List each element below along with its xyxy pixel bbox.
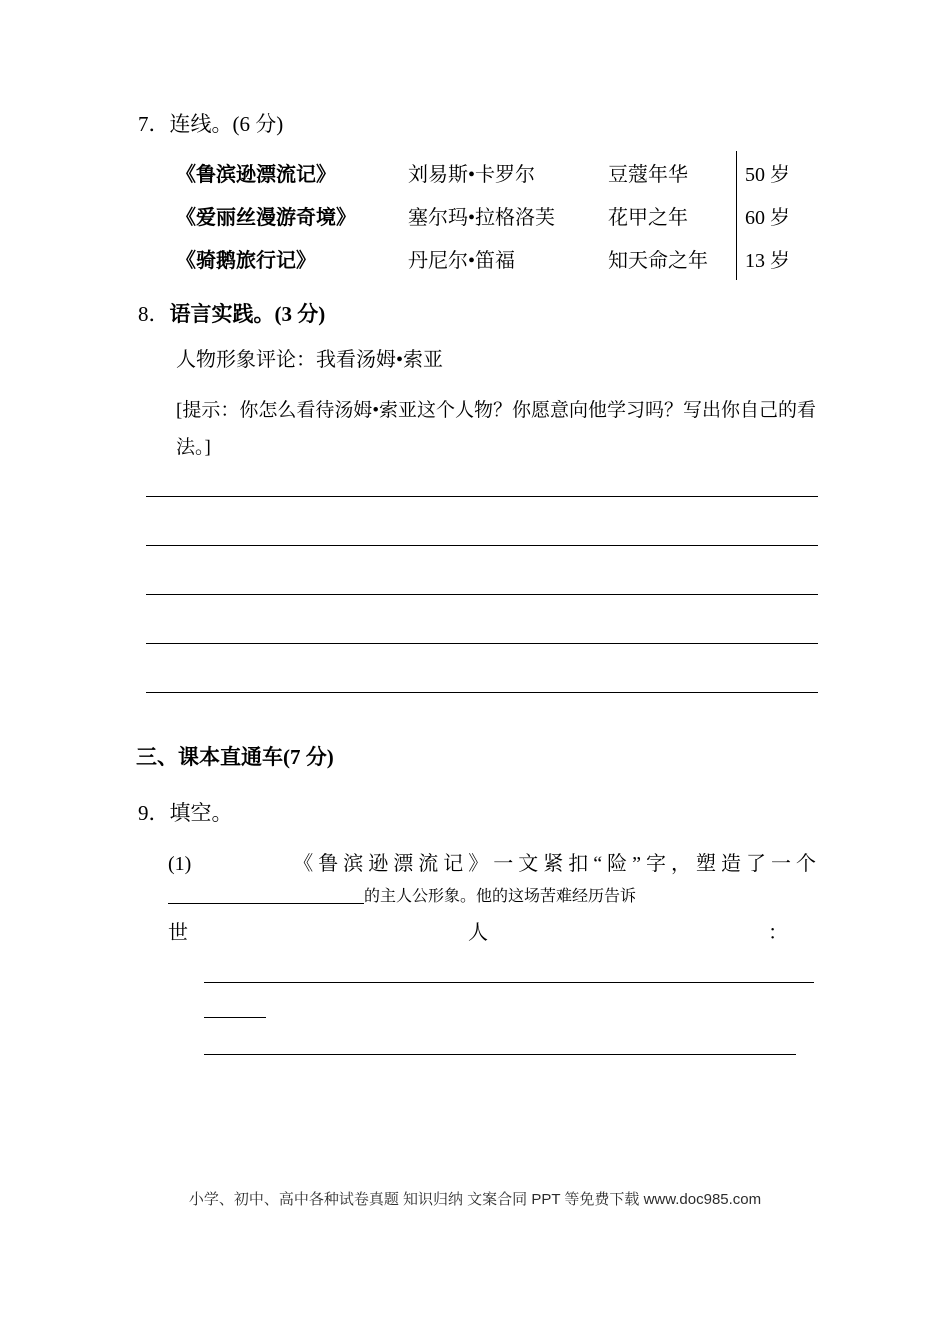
table-row — [176, 151, 815, 194]
author-name: 塞尔玛•拉格洛芙 — [408, 206, 556, 229]
sub1-line3-b: 人 — [468, 922, 488, 945]
answer-line[interactable] — [146, 692, 818, 693]
question-7-number: 7． — [138, 112, 170, 136]
question-8 — [138, 298, 818, 694]
book-title: 《骑鹅旅行记》 — [176, 249, 316, 272]
question-9-heading — [138, 797, 818, 830]
answer-line[interactable] — [204, 982, 814, 983]
sub1-line3 — [168, 912, 788, 954]
section-heading-3: 三、课本直通车(7 分) — [136, 745, 334, 770]
question-9-title: 填空。 — [169, 801, 233, 826]
answer-line[interactable] — [146, 594, 818, 595]
sub1-line2-text: 的主人公形象。他的这场苦难经历告诉 — [364, 887, 637, 905]
question-9-sub1 — [168, 846, 816, 882]
book-title: 《鲁滨逊漂流记》 — [176, 163, 336, 186]
author-name: 刘易斯•卡罗尔 — [408, 163, 536, 186]
question-8-title: 语言实践。(3 分) — [169, 301, 326, 326]
table-row — [176, 237, 815, 280]
question-8-hint: [提示：你怎么看待汤姆•索亚这个人物？你愿意向他学习吗？写出你自己的看法。] — [176, 400, 816, 459]
answer-line[interactable] — [146, 643, 818, 644]
age-term: 花甲之年 — [608, 206, 688, 229]
sub1-prefix: (1) — [168, 852, 192, 875]
age-value: 13 岁 — [737, 237, 816, 280]
sub1-line3-a: 世 — [168, 922, 188, 945]
question-7-heading — [138, 108, 818, 141]
question-7-title: 连线。(6 分) — [169, 112, 284, 136]
matching-table — [176, 151, 815, 280]
question-8-heading — [138, 298, 818, 331]
age-value: 50 岁 — [737, 151, 816, 194]
sub1-line3-c: ： — [768, 922, 788, 945]
sub1-text: 《 鲁 滨 逊 漂 流 记 》 一 文 紧 扣 “ 险 ” 字 ， 塑 造 了 一 个 — [293, 852, 816, 875]
fill-in-blank[interactable] — [168, 884, 364, 904]
answer-line[interactable] — [204, 1054, 796, 1055]
question-8-topic: 人物形象评论：我看汤姆•索亚 — [176, 349, 444, 372]
answer-area-8[interactable] — [146, 496, 818, 693]
answer-line[interactable] — [146, 496, 818, 497]
answer-line[interactable] — [204, 1017, 266, 1018]
footer-watermark: 小学、初中、高中各种试卷真题 知识归纳 文案合同 PPT 等免费下载 www.doc985.com — [188, 1191, 762, 1208]
sub1-line1 — [168, 846, 816, 882]
sub1-line2 — [168, 882, 816, 912]
age-term: 知天命之年 — [608, 249, 708, 272]
page-content — [138, 108, 818, 1055]
question-7 — [138, 108, 818, 280]
author-name: 丹尼尔•笛福 — [408, 249, 516, 272]
answer-line[interactable] — [146, 545, 818, 546]
age-value: 60 岁 — [737, 194, 816, 237]
question-9-number: 9． — [138, 801, 170, 826]
question-9 — [138, 797, 818, 1055]
age-term: 豆蔻年华 — [608, 163, 688, 186]
question-8-number: 8． — [138, 301, 170, 326]
table-row — [176, 194, 815, 237]
book-title: 《爱丽丝漫游奇境》 — [176, 206, 356, 229]
